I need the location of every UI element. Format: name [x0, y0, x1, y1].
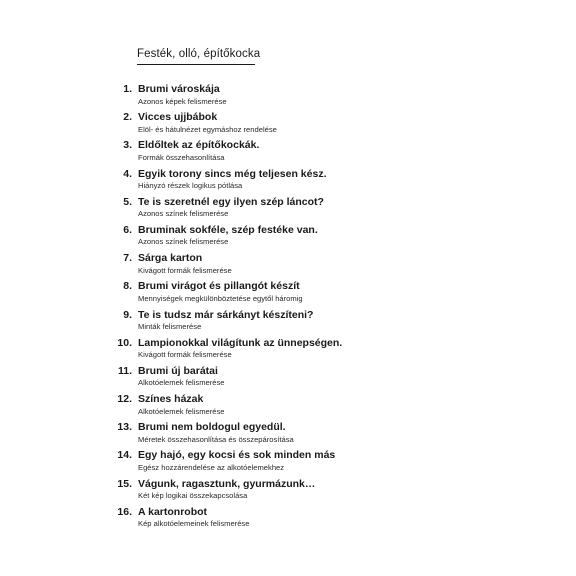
entry-subtitle: Elöl- és hátulnézet egymáshoz rendelése [138, 124, 277, 134]
entry-number: 13. [117, 421, 132, 434]
entry-title: Lampionokkal világítunk az ünnepségen. [138, 336, 343, 349]
entry-subtitle: Alkotóelemek felismerése [138, 406, 225, 416]
entry-title: Vágunk, ragasztunk, gyurmázunk… [138, 477, 316, 490]
entry-subtitle: Hiányzó részek logikus pótlása [138, 181, 243, 191]
entry-title: A kartonrobot [138, 505, 208, 518]
entry-subtitle: Kép alkotóelemeinek felismerése [138, 519, 250, 529]
entry-subtitle: Azonos képek felismerése [138, 96, 227, 106]
entry-subtitle: Azonos színek felismerése [138, 237, 229, 247]
toc-entry [0, 252, 576, 280]
entry-number: 14. [117, 449, 132, 462]
entry-subtitle: Kivágott formák felismerése [138, 350, 232, 360]
toc-entry [0, 83, 576, 111]
entry-number: 15. [117, 477, 132, 490]
entry-subtitle: Alkotóelemek felismerése [138, 378, 225, 388]
entry-number: 16. [117, 505, 132, 518]
entry-number: 6. [123, 223, 132, 236]
entry-number: 12. [117, 393, 132, 406]
entry-number: 3. [123, 139, 132, 152]
toc-entry [0, 393, 576, 421]
toc-entry [0, 421, 576, 449]
entry-number: 8. [123, 280, 132, 293]
entry-number: 4. [123, 167, 132, 180]
toc-entry [0, 168, 576, 196]
entry-title: Vicces ujjbábok [138, 111, 218, 124]
entry-subtitle: Azonos színek felismerése [138, 209, 229, 219]
entry-title: Színes házak [138, 393, 204, 406]
table-of-contents [0, 83, 576, 534]
toc-entry [0, 309, 576, 337]
entry-subtitle: Kivágott formák felismerése [138, 265, 232, 275]
entry-number: 2. [123, 111, 132, 124]
toc-entry [0, 449, 576, 477]
toc-entry [0, 337, 576, 365]
toc-entry [0, 196, 576, 224]
toc-entry [0, 111, 576, 139]
entry-number: 1. [123, 83, 132, 95]
entry-subtitle: Formák összehasonlítása [138, 152, 225, 162]
section-heading: Festék, olló, építőkocka [137, 48, 261, 60]
entry-number: 10. [117, 336, 132, 349]
entry-title: Sárga karton [138, 252, 203, 265]
entry-number: 11. [117, 364, 132, 377]
entry-title: Brumi virágot és pillangót készít [138, 280, 300, 293]
entry-number: 9. [123, 308, 132, 321]
toc-entry [0, 506, 576, 534]
toc-entry [0, 478, 576, 506]
entry-title: Te is tudsz már sárkányt készíteni? [138, 308, 314, 321]
toc-entry [0, 365, 576, 393]
toc-entry [0, 224, 576, 252]
entry-subtitle: Minták felismerése [138, 322, 202, 331]
toc-entry [0, 139, 576, 167]
entry-number: 5. [123, 195, 132, 208]
entry-title: Egy hajó, egy kocsi és sok minden más [138, 449, 336, 462]
entry-subtitle: Mennyiségek megkülönböztetése egytől háromig [138, 293, 303, 303]
entry-subtitle: Egész hozzárendelése az alkotóelemekhez [138, 462, 285, 472]
entry-title: Brumi városkája [138, 83, 220, 95]
entry-number: 7. [123, 252, 132, 265]
entry-title: Egyik torony sincs még teljesen kész. [138, 167, 327, 180]
entry-title: Te is szeretnél egy ilyen szép láncot? [138, 195, 324, 208]
entry-title: Eldőltek az építőkockák. [138, 139, 260, 152]
entry-title: Bruminak sokféle, szép festéke van. [138, 223, 318, 236]
heading-underline [137, 64, 255, 65]
entry-subtitle: Méretek összehasonlítása és összepárosítása [138, 434, 294, 444]
toc-entry [0, 280, 576, 308]
entry-title: Brumi új barátai [138, 364, 218, 377]
entry-title: Brumi nem boldogul egyedül. [138, 421, 286, 434]
entry-subtitle: Két kép logikai összekapcsolása [138, 491, 248, 501]
